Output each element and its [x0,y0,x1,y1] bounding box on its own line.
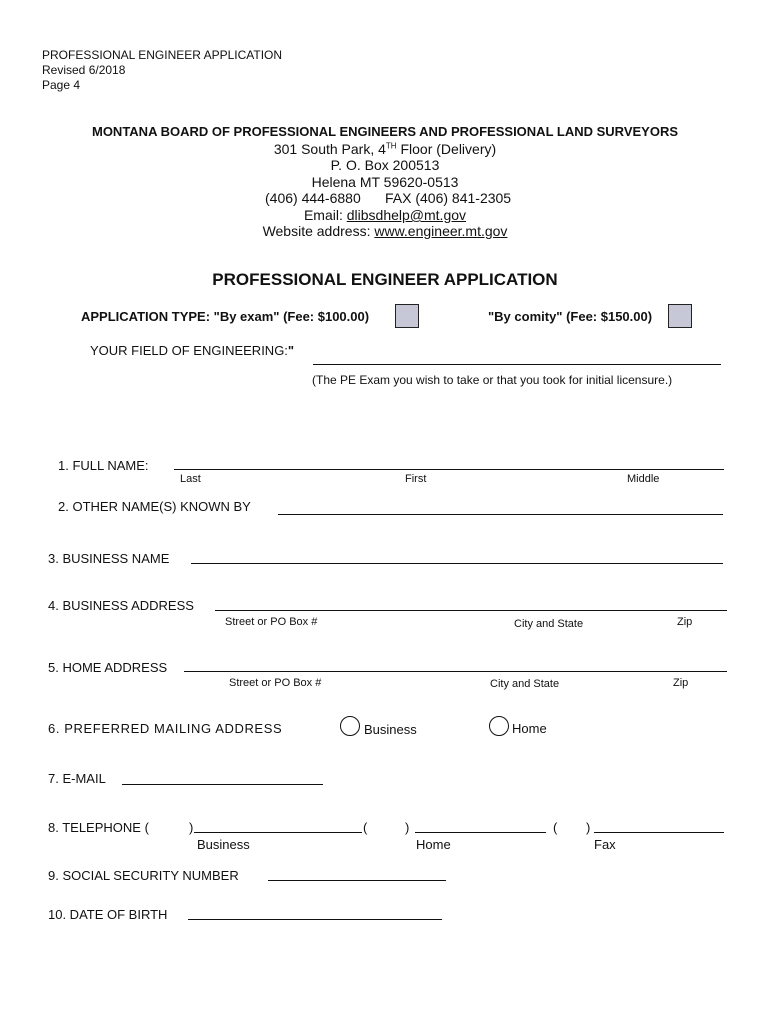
home-address-label: 5. HOME ADDRESS [48,660,168,675]
app-type-by-exam-label: APPLICATION TYPE: "By exam" (Fee: $100.00) [81,309,370,324]
email-input[interactable] [122,784,323,785]
form-revision: Revised 6/2018 [42,63,126,77]
field-of-engineering-label: YOUR FIELD OF ENGINEERING:" [90,343,295,358]
full-name-last-caption: Last [180,473,201,485]
tel-home-caption: Home [416,837,451,852]
tel-business-caption: Business [197,837,250,852]
tel-home-open-paren: ( [363,820,368,835]
tel-fax-close-paren: ) [586,820,591,835]
form-header-title: PROFESSIONAL ENGINEER APPLICATION [42,48,283,62]
dob-input[interactable] [188,919,442,920]
board-website: Website address: www.engineer.mt.gov [262,223,508,239]
email-label: 7. E-MAIL [48,771,106,786]
home-address-street-caption: Street or PO Box # [229,677,322,689]
board-fax: FAX (406) 841-2305 [385,190,512,206]
business-name-input[interactable] [191,563,723,564]
tel-fax-open-paren: ( [553,820,558,835]
business-address-street-caption: Street or PO Box # [225,616,318,628]
board-email: Email: dlibsdhelp@mt.gov [303,207,467,223]
by-comity-checkbox[interactable] [668,304,692,328]
tel-business-input[interactable] [194,832,362,833]
form-title: PROFESSIONAL ENGINEER APPLICATION [212,270,558,289]
mailing-business-label: Business [364,722,417,737]
mailing-home-label: Home [512,721,547,736]
tel-fax-caption: Fax [594,837,616,852]
field-of-engineering-input[interactable] [313,364,721,365]
ssn-input[interactable] [268,880,446,881]
by-exam-checkbox[interactable] [395,304,419,328]
board-city: Helena MT 59620-0513 [311,174,459,190]
business-address-label: 4. BUSINESS ADDRESS [48,598,194,613]
board-phone: (406) 444-6880 [265,190,361,206]
full-name-label: 1. FULL NAME: [58,458,149,473]
board-email-link[interactable]: dlibsdhelp@mt.gov [346,207,467,223]
full-name-first-caption: First [405,473,427,485]
business-address-zip-caption: Zip [677,616,693,628]
dob-label: 10. DATE OF BIRTH [48,907,168,922]
business-address-input[interactable] [215,610,727,611]
tel-fax-input[interactable] [594,832,724,833]
board-po-box: P. O. Box 200513 [330,157,440,173]
preferred-mailing-label: 6. PREFERRED MAILING ADDRESS [48,721,283,736]
full-name-input[interactable] [174,469,724,470]
board-name: MONTANA BOARD OF PROFESSIONAL ENGINEERS AND PROFESSIONAL LAND SURVEYORS [91,124,678,139]
home-address-input[interactable] [184,671,727,672]
tel-home-close-paren: ) [405,820,410,835]
form-page-number: Page 4 [42,78,81,92]
telephone-label: 8. TELEPHONE ( [48,820,149,835]
board-website-link[interactable]: www.engineer.mt.gov [374,223,508,239]
board-street-address: 301 South Park, 4TH Floor (Delivery) [273,141,497,157]
tel-business-close-paren: ) [189,820,194,835]
other-names-label: 2. OTHER NAME(S) KNOWN BY [58,499,251,514]
home-address-city-caption: City and State [490,678,560,690]
app-type-by-comity-label: "By comity" (Fee: $150.00) [488,309,653,324]
business-address-city-caption: City and State [514,618,584,630]
mailing-business-radio[interactable] [340,716,360,736]
field-of-engineering-note: (The PE Exam you wish to take or that you took for initial licensure.) [312,373,673,387]
ssn-label: 9. SOCIAL SECURITY NUMBER [48,868,239,883]
full-name-middle-caption: Middle [627,473,660,485]
business-name-label: 3. BUSINESS NAME [48,551,170,566]
home-address-zip-caption: Zip [673,677,689,689]
other-names-input[interactable] [278,514,723,515]
mailing-home-radio[interactable] [489,716,509,736]
tel-home-input[interactable] [415,832,546,833]
